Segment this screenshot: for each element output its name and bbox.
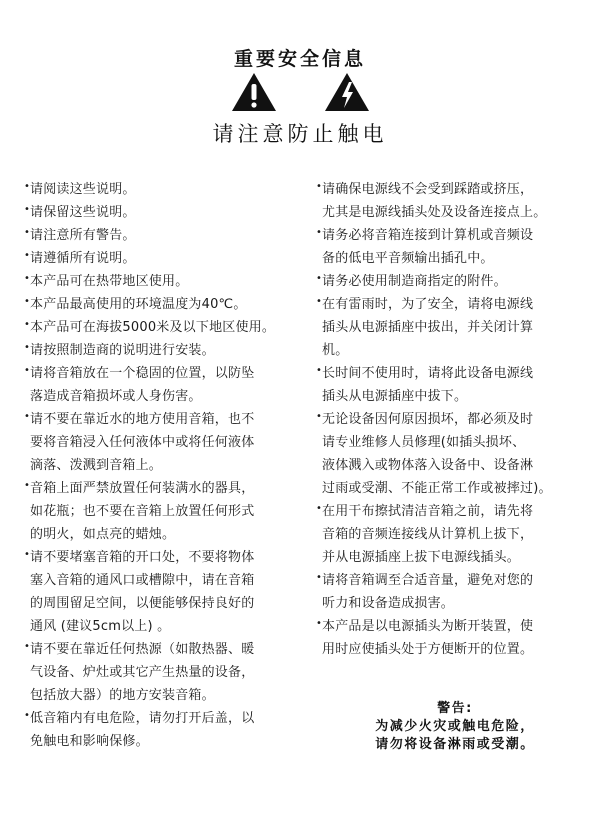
safety-instruction-item bbox=[24, 270, 314, 293]
safety-instruction-item bbox=[24, 201, 314, 224]
instruction-text-line: 在有雷雨时，为了安全，请将电源线 bbox=[322, 297, 534, 312]
bullet-icon: • bbox=[24, 641, 30, 652]
bullet-icon: • bbox=[316, 411, 322, 422]
instruction-text-line: 请不要在靠近任何热源（如散热器、暖 bbox=[30, 642, 255, 657]
safety-instruction-item bbox=[316, 270, 600, 293]
instruction-text-line: 请保留这些说明。 bbox=[30, 205, 136, 220]
bullet-icon: • bbox=[316, 503, 322, 514]
instruction-text-line: 过雨或受潮、不能正常工作或被摔过)。 bbox=[322, 481, 552, 496]
bullet-icon: • bbox=[24, 319, 30, 330]
instruction-text-line: 本产品最高使用的环境温度为40℃。 bbox=[30, 297, 247, 312]
bullet-icon: • bbox=[24, 365, 30, 376]
bullet-icon: • bbox=[24, 480, 30, 491]
bullet-icon: • bbox=[24, 411, 30, 422]
warning-line: 请勿将设备淋雨或受潮。 bbox=[375, 737, 535, 752]
safety-instruction-item bbox=[24, 408, 314, 477]
bullet-icon: • bbox=[24, 296, 30, 307]
safety-instruction-item bbox=[316, 178, 600, 224]
warning-box bbox=[310, 700, 600, 754]
instruction-text-line: 请不要堵塞音箱的开口处，不要将物体 bbox=[30, 550, 255, 565]
instruction-text-line: 本产品可在热带地区使用。 bbox=[30, 274, 189, 289]
instruction-text-line: 落造成音箱损坏或人身伤害。 bbox=[30, 389, 202, 404]
lightning-shock-icon bbox=[324, 72, 370, 112]
safety-instruction-item bbox=[24, 362, 314, 408]
instruction-text-line: 听力和设备造成损害。 bbox=[322, 596, 455, 611]
safety-instruction-item bbox=[24, 707, 314, 753]
instruction-text-line: 插头从电源插座中拔下。 bbox=[322, 389, 468, 404]
instruction-text-line: 音箱的音频连接线从计算机上拔下， bbox=[322, 527, 534, 542]
page-subtitle: 请注意防止触电 bbox=[212, 122, 388, 146]
bullet-icon: • bbox=[24, 181, 30, 192]
instruction-text-line: 请按照制造商的说明进行安装。 bbox=[30, 343, 215, 358]
instruction-text-line: 机。 bbox=[322, 343, 349, 358]
safety-instruction-item bbox=[316, 569, 600, 615]
instruction-text-line: 气设备、炉灶或其它产生热量的设备， bbox=[30, 665, 255, 680]
exclamation-warning-icon bbox=[231, 72, 277, 112]
instruction-text-line: 长时间不使用时，请将此设备电源线 bbox=[322, 366, 534, 381]
safety-instruction-item bbox=[316, 408, 600, 500]
safety-instruction-item bbox=[24, 638, 314, 707]
bullet-icon: • bbox=[24, 204, 30, 215]
safety-instruction-item bbox=[24, 247, 314, 270]
instruction-text-line: 用时应使插头处于方便断开的位置。 bbox=[322, 642, 534, 657]
instruction-text-line: 本产品是以电源插头为断开装置，使 bbox=[322, 619, 534, 634]
instruction-text-line: 尤其是电源线插头处及设备连接点上。 bbox=[322, 205, 547, 220]
instruction-text-line: 液体溅入或物体落入设备中、设备淋 bbox=[322, 458, 534, 473]
safety-instruction-item bbox=[24, 316, 314, 339]
instruction-text-line: 在用干布擦拭清洁音箱之前，请先将 bbox=[322, 504, 534, 519]
safety-instruction-item bbox=[316, 224, 600, 270]
bullet-icon: • bbox=[316, 618, 322, 629]
instruction-text-line: 的周围留足空间，以便能够保持良好的 bbox=[30, 596, 255, 611]
instruction-text-line: 备的低电平音频输出插孔中。 bbox=[322, 251, 494, 266]
instruction-text-line: 滴落、泼溅到音箱上。 bbox=[30, 458, 163, 473]
instruction-text-line: 请专业维修人员修理(如插头损坏、 bbox=[322, 435, 526, 450]
right-column bbox=[316, 178, 600, 661]
instruction-text-line: 低音箱内有电危险，请勿打开后盖，以 bbox=[30, 711, 255, 726]
bullet-icon: • bbox=[316, 365, 322, 376]
safety-instruction-item bbox=[24, 293, 314, 316]
bullet-icon: • bbox=[24, 710, 30, 721]
bullet-icon: • bbox=[24, 549, 30, 560]
instruction-text-line: 免触电和影响保修。 bbox=[30, 734, 149, 749]
bullet-icon: • bbox=[24, 273, 30, 284]
instruction-text-line: 请务必将音箱连接到计算机或音频设 bbox=[322, 228, 534, 243]
page-title: 重要安全信息 bbox=[233, 48, 366, 70]
instruction-text-line: 请将音箱放在一个稳固的位置，以防坠 bbox=[30, 366, 255, 381]
instruction-text-line: 请不要在靠近水的地方使用音箱，也不 bbox=[30, 412, 255, 427]
instruction-text-line: 音箱上面严禁放置任何装满水的器具， bbox=[30, 481, 255, 496]
safety-instruction-item bbox=[24, 178, 314, 201]
instruction-text-line: 塞入音箱的通风口或槽隙中，请在音箱 bbox=[30, 573, 255, 588]
safety-instruction-item bbox=[316, 293, 600, 362]
instruction-text-line: 包括放大器）的地方安装音箱。 bbox=[30, 688, 215, 703]
instruction-text-line: 请遵循所有说明。 bbox=[30, 251, 136, 266]
bullet-icon: • bbox=[316, 181, 322, 192]
bullet-icon: • bbox=[316, 296, 322, 307]
instruction-text-line: 的明火，如点亮的蜡烛。 bbox=[30, 527, 176, 542]
bullet-icon: • bbox=[24, 250, 30, 261]
instruction-text-line: 请将音箱调至合适音量，避免对您的 bbox=[322, 573, 534, 588]
safety-instruction-item bbox=[24, 546, 314, 638]
instruction-text-line: 如花瓶；也不要在音箱上放置任何形式 bbox=[30, 504, 255, 519]
instruction-text-line: 插头从电源插座中拔出，并关闭计算 bbox=[322, 320, 534, 335]
safety-instruction-item bbox=[24, 339, 314, 362]
bullet-icon: • bbox=[316, 572, 322, 583]
safety-instruction-item bbox=[24, 477, 314, 546]
instruction-text-line: 请务必使用制造商指定的附件。 bbox=[322, 274, 507, 289]
warning-icons bbox=[0, 72, 600, 116]
instruction-text-line: 本产品可在海拔5000米及以下地区使用。 bbox=[30, 320, 276, 335]
bullet-icon: • bbox=[316, 227, 322, 238]
instruction-text-line: 通风 (建议5cm以上) 。 bbox=[30, 619, 171, 634]
bullet-icon: • bbox=[24, 227, 30, 238]
instruction-text-line: 要将音箱浸入任何液体中或将任何液体 bbox=[30, 435, 255, 450]
instruction-text-line: 请确保电源线不会受到踩踏或挤压， bbox=[322, 182, 534, 197]
instruction-text-line: 无论设备因何原因损坏，都必须及时 bbox=[322, 412, 534, 427]
bullet-icon: • bbox=[316, 273, 322, 284]
bullet-icon: • bbox=[24, 342, 30, 353]
warning-heading: 警告: bbox=[437, 701, 473, 716]
warning-line: 为减少火灾或触电危险， bbox=[375, 719, 535, 734]
instruction-text-line: 请注意所有警告。 bbox=[30, 228, 136, 243]
instruction-text-line: 请阅读这些说明。 bbox=[30, 182, 136, 197]
instruction-text-line: 并从电源插座上拔下电源线插头。 bbox=[322, 550, 521, 565]
safety-instruction-item bbox=[316, 500, 600, 569]
safety-instruction-item bbox=[24, 224, 314, 247]
safety-instruction-item bbox=[316, 362, 600, 408]
left-column bbox=[24, 178, 314, 753]
safety-instruction-item bbox=[316, 615, 600, 661]
